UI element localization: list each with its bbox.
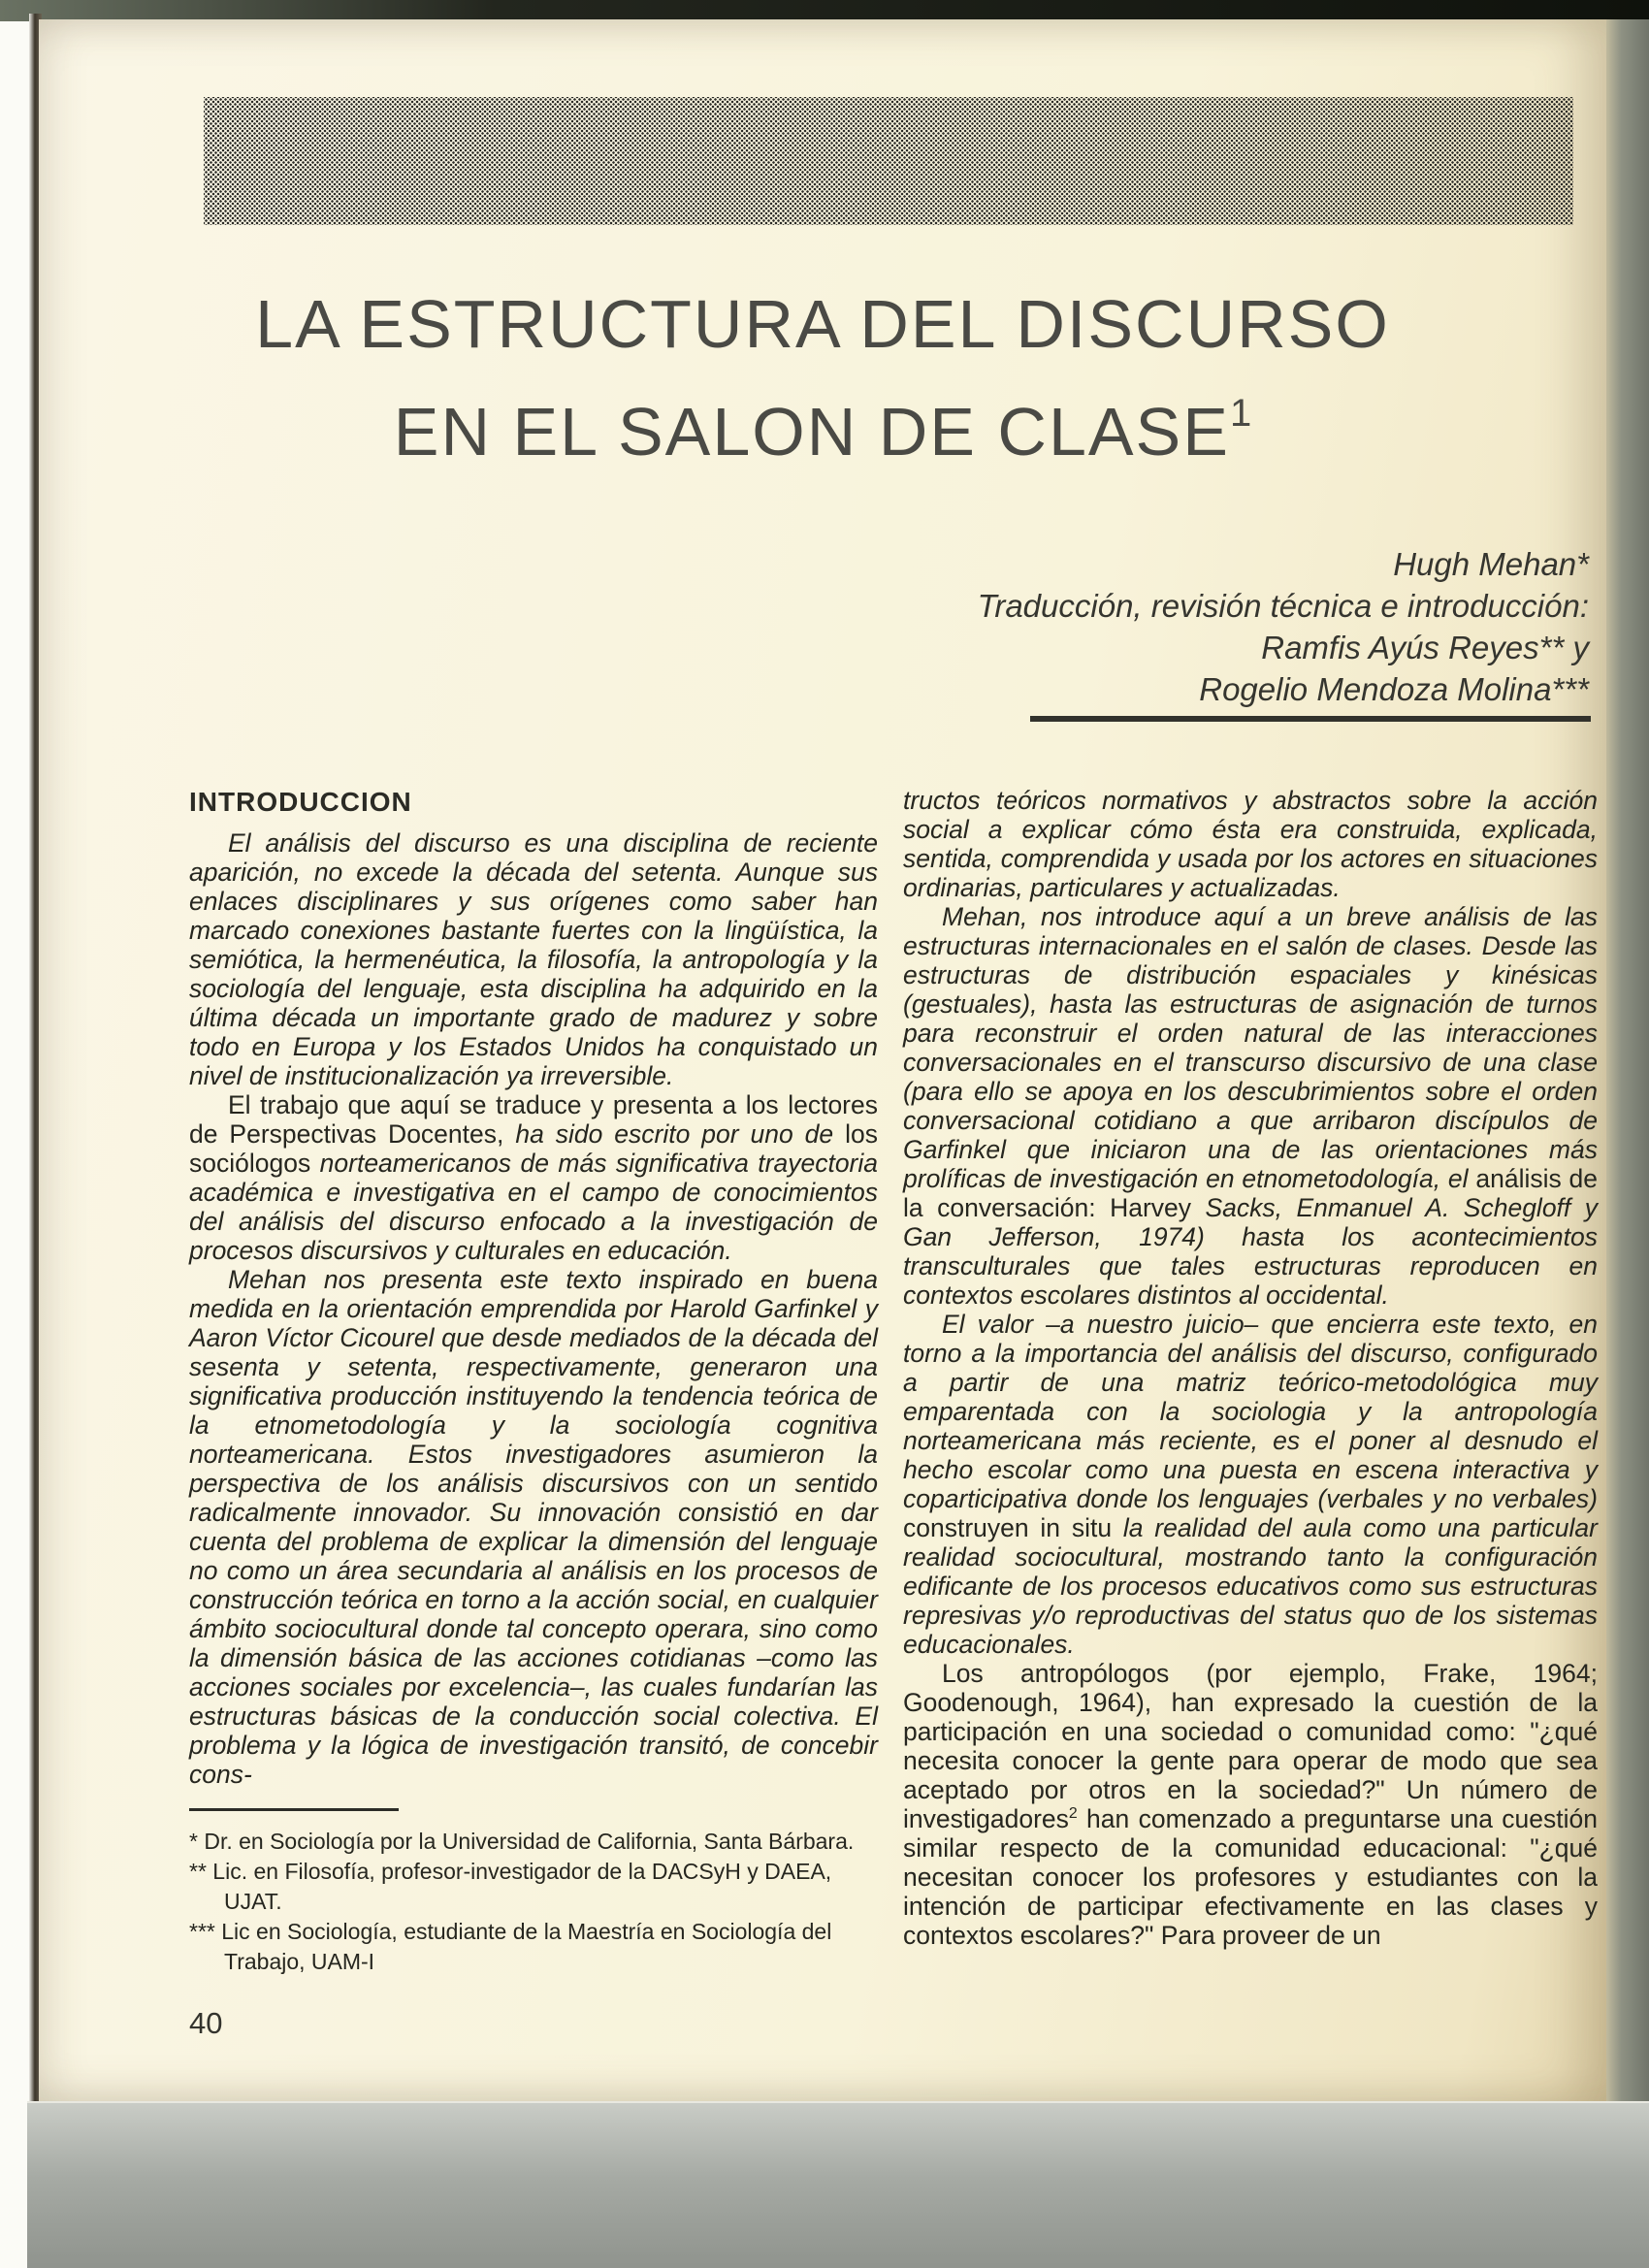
- byline-line: Rogelio Mendoza Molina***: [1199, 671, 1589, 707]
- body-columns: [189, 786, 1598, 1977]
- text-segment: construyen in situ: [903, 1513, 1123, 1542]
- byline-rule: [1030, 716, 1591, 722]
- right-column: [903, 786, 1598, 1977]
- scanner-top-edge: [0, 0, 1649, 21]
- halftone-banner: [204, 97, 1573, 225]
- footnote-item: ** Lic. en Filosofía, profesor-investigador de la DACSyH y DAEA, UJAT.: [189, 1859, 832, 1914]
- paragraph: [189, 1265, 878, 1789]
- paragraph: [903, 1310, 1598, 1659]
- footnote-item: * Dr. en Sociología por la Universidad de California, Santa Bárbara.: [189, 1829, 855, 1854]
- right-column-paragraphs: [903, 786, 1598, 1950]
- text-segment: Mehan, nos introduce aquí a un breve análisis de las estructuras internacionales en el salón de clases. Desde las estructuras de distribución espaciales y kinésicas (gestuales), hasta las estructuras de asignación de turnos para reconstruir el orden natural de las interacciones conversacionales en el transcurso discursivo de una clase (para ello se apoya en los descubrimientos sobre el orden conversacional cotidiano a que arribaron discípulos de Garfinkel que iniciaron una de las orientaciones más prolíficas de investigación en etnometodología, el: [903, 902, 1598, 1193]
- footnote-list: [189, 1827, 878, 1977]
- article-title: [136, 279, 1509, 476]
- text-segment: El análisis del discurso es una disciplina de reciente aparición, no excede la década del setenta. Aunque sus enlaces disciplinares y sus orígenes como saber han marcado conexiones bastante fuertes con la lingüística, la semiótica, la hermenéutica, la filosofía, la antropología y la sociología del lenguaje, esta disciplina ha adquirido en la última década un importante grado de madurez y sobre todo en Europa y los Estados Unidos ha conquistado un nivel de institucionalización ya irreversible.: [189, 828, 878, 1090]
- footnote-reference-mark: 2: [1068, 1805, 1078, 1823]
- introduction-heading: INTRODUCCION: [189, 787, 412, 817]
- text-segment: tructos teóricos normativos y abstractos sobre la acción social a explicar cómo ésta era construida, explicada, sentida, comprendida y usada por los actores en situaciones ordinarias, particulares y actualizadas.: [903, 786, 1598, 902]
- byline: [716, 543, 1589, 710]
- text-segment: han comenzado a preguntarse una cuestión similar respecto de la comunidad educacional: "¿qué necesitan conocer los profesores y estudiantes con la intención de participar efectivamente en las clases y contextos escolares?" Para proveer de un: [903, 1804, 1598, 1950]
- byline-line: Traducción, revisión técnica e introducción:: [977, 588, 1589, 624]
- footnote-divider: [189, 1808, 399, 1811]
- page-number: 40: [189, 2006, 223, 2040]
- scanner-bottom-background: [27, 2101, 1649, 2268]
- left-column-paragraphs: [189, 828, 878, 1789]
- article-title-line2: EN EL SALON DE CLASE: [393, 394, 1230, 470]
- left-column: [189, 786, 878, 1977]
- byline-line: Hugh Mehan*: [1393, 546, 1589, 582]
- footnote-item: *** Lic en Sociología, estudiante de la Maestría en Sociología del Trabajo, UAM-I: [189, 1919, 832, 1974]
- paragraph: [903, 786, 1598, 902]
- text-segment: El trabajo que aquí se traduce y presenta a los lectores de Perspectivas Docentes,: [189, 1090, 878, 1149]
- text-segment: análisis de la conversación: Harvey: [903, 1164, 1599, 1222]
- text-segment: El valor –a nuestro juicio– que encierra este texto, en torno a la importancia del análisis del discurso, configurado a partir de una matriz teórico-metodológica muy emparentada con la sociologia y la antropología norteamericana más reciente, es el poner al desnudo el hecho escolar como una puesta en escena interactiva y coparticipativa donde los lenguajes (verbales y no verbales): [903, 1310, 1598, 1513]
- paragraph: [903, 902, 1598, 1310]
- paragraph: [189, 828, 878, 1090]
- title-footnote-mark: 1: [1229, 392, 1252, 435]
- text-segment: Los antropólogos (por ejemplo, Frake, 1964; Goodenough, 1964), han expresado la cuestión de la participación en una sociedad o comunidad como: "¿qué necesita conocer la gente para operar de modo que sea aceptado por otros en la sociedad?" Un número de investigadores: [903, 1659, 1598, 1833]
- paragraph: [189, 1090, 878, 1265]
- article-title-line1: LA ESTRUCTURA DEL DISCURSO: [255, 286, 1390, 362]
- text-segment: Sacks, Enmanuel A. Schegloff y Gan Jefferson, 1974) hasta los acontecimientos transculturales que tales estructuras reproducen en contextos escolares distintos al occidental.: [903, 1193, 1599, 1310]
- page: [39, 19, 1606, 2101]
- byline-line: Ramfis Ayús Reyes** y: [1261, 630, 1589, 665]
- text-segment: Mehan nos presenta este texto inspirado en buena medida en la orientación emprendida por Harold Garfinkel y Aaron Víctor Cicourel que desde mediados de la década del sesenta y setenta, respectivamente, generaron una significativa producción instituyendo la tendencia teórica de la etnometodología y la sociología cognitiva norteamericana. Estos investigadores asumieron la perspectiva de los análisis discursivos con un sentido radicalmente innovador. Su innovación consistió en dar cuenta del problema de explicar la dimensión del lenguaje no como un área secundaria al análisis en los procesos de construcción teórica en torno a la acción social, en cualquier ámbito sociocultural donde tal concepto operara, sino como la dimensión básica de las acciones cotidianas –como las acciones sociales por excelencia–, las cuales fundarían las estructuras básicas de la conducción social colectiva. El problema y la lógica de investigación transitó, de concebir cons-: [189, 1265, 878, 1789]
- text-segment: ha sido escrito por uno de: [515, 1119, 846, 1149]
- footnote-block: [189, 1808, 878, 1977]
- text-segment: norteamericanos de más significativa trayectoria académica e investigativa en el campo de conocimientos del análisis del discurso enfocado a la investigación de procesos discursivos y culturales en educación.: [189, 1149, 879, 1265]
- text-segment: la realidad del aula como una particular realidad sociocultural, mostrando tanto la configuración edificante de los procesos educativos como sus estructuras represivas y/o reproductivas del status quo de los sistemas educacionales.: [903, 1513, 1598, 1659]
- text-segment: los sociólogos: [189, 1119, 878, 1178]
- paragraph: [903, 1659, 1598, 1950]
- scanner-right-edge: [1606, 19, 1649, 2103]
